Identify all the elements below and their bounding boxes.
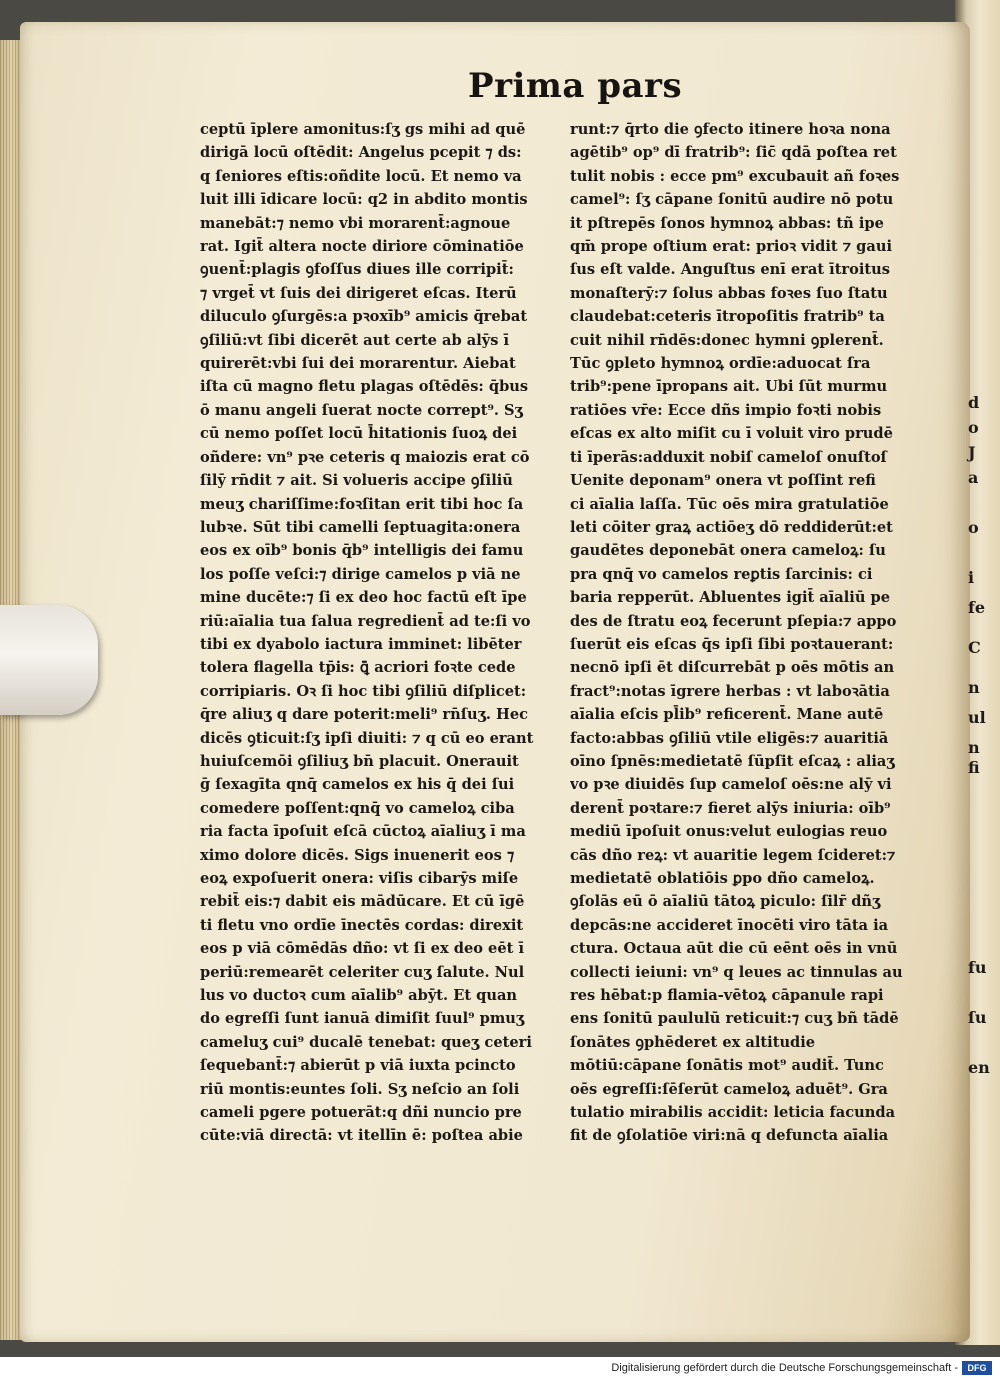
text-column-right [570,118,930,1148]
text-column-left [200,118,545,1148]
text-line: tibi ex dyabolo iactura imminet: libēter [200,635,522,653]
bleed-letter: n [968,738,980,757]
text-line: depcās:ne accideret īnocēti viro tāta ia [570,916,889,934]
text-line: ens ſonitū paululū reticuit:⁊ cuʒ bñ tādē [570,1010,899,1028]
text-line: camel⁹: ſʒ cāpane ſonitū audire nō potu [570,191,894,209]
text-line: tulatio mirabilis accidit: leticia facunda [570,1104,896,1122]
text-line: riū montis:euntes ſoli. Sʒ neſcio an ſoli [200,1080,520,1098]
text-line: cū nemo poſſet locū h̄itationis ſuoꝝ dei [200,425,518,443]
text-line: periū:remearēt celeriter cuʒ ſalute. Nul [200,963,525,981]
text-line: oīno ſpnēs:medietatē ſūpſit eſcaꝝ : aliaʒ [570,752,895,770]
bleed-letter: a [968,468,979,487]
text-line: ſilȳ rn̄dit ⁊ ait. Si volueris accipe ꝯſiliū [200,472,513,490]
bleed-letter: ul [968,708,986,727]
text-line: ti fletu vno ordīe īnectēs cordas: direxit [200,916,524,934]
text-line: runt:⁊ q̄rto die ꝯfecto itinere hoꝛa nona [570,121,891,138]
bleed-letter: i [968,568,975,587]
text-line: necnō ipſi ēt diſcurrebāt p oēs mōtis an [570,659,895,677]
text-line: quirerēt:vbi ſui dei morarentur. Aiebat [200,355,516,373]
text-line: eos ex oīb⁹ bonis q̄b⁹ intelligis dei famu [200,542,524,560]
text-line: ꝯſiliū:vt ſibi dicerēt aut certe ab alȳs ī [200,331,510,349]
text-line: ſonātes ꝯphēderet ex altitudie [570,1033,816,1051]
text-line: q̄re aliuʒ q dare poterit:meli⁹ rn̄ſuʒ. Hec [200,706,528,724]
text-line: lubꝛe. Sūt tibi camelli ſeptuagita:onera [200,518,521,536]
text-line: lus vo ductoꝛ cum aīalib⁹ abȳt. Et quan [200,987,518,1005]
bleed-letter: fu [968,958,987,977]
bleed-letter: fi [968,758,980,777]
text-line: vo pꝛe diuidēs ſup cameloſ oēs:ne alȳ vi [570,776,892,794]
text-line: ⁊ vrget̄ vt ſuis dei dirigeret eſcas. Iterū [200,284,517,302]
text-line: ci aīalia laſſa. Tūc oēs mira gratulatiōe [570,495,889,513]
text-line: agētib⁹ op⁹ dī fratrib⁹: ſic̄ qdā poſtea ret [570,144,897,162]
text-line: Tūc ꝯpleto hymnoꝝ ordīe:aduocat ſra [570,355,871,373]
text-line: mine ducēte:⁊ ſi ex deo hoc factū eſt īpe [200,589,527,607]
text-line: mediū īpoſuit onus:velut eulogias reuo [570,823,888,841]
text-line: cameluʒ cui⁹ ducalē tenebat: queʒ ceteri [200,1033,532,1051]
text-line: cameli pgere potuerāt:q dñi nuncio pre [200,1104,522,1122]
text-line: huiuſcemōi ꝯſiliuʒ bn̄ placuit. Onerauit [200,752,519,770]
text-line: baria repperūt. Abluentes igit̄ aīaliū pe [570,589,891,607]
text-line: comedere poſſent:qnq̄ vo cameloꝝ ciba [200,799,515,817]
text-line: derent̄ poꝛtare:⁊ fieret alȳs iniuria: oīb⁹ [570,799,891,817]
text-line: monaſterȳ:⁊ ſolus abbas foꝛes ſuo ſtatu [570,284,888,302]
text-line: oñdere: vn⁹ pꝛe ceteris q maiozis erat cō [200,448,530,466]
text-line: tulit nobis : ecce pm⁹ excubauit añ foꝛes [570,167,900,185]
text-line: ratiōes vr̄e: Ecce dñs impio foꝛti nobis [570,401,882,419]
text-line: ria facta īpoſuit eſcā cūctoꝝ aīaliuʒ ī ma [200,823,526,841]
text-line: ſuerūt eis eſcas q̄s ipſi ſibi poꝛtauerant: [570,635,894,653]
text-line: mōtiū:cāpane ſonātis mot⁹ audit̄. Tunc [570,1057,884,1075]
bleed-letter: J [968,443,976,462]
text-line: oēs egreſſi:ſēſerūt cameloꝝ aduēt⁹. Gra [570,1080,888,1098]
text-line: qm̄ prope oſtium erat: prioꝛ vidit ⁊ gaui [570,238,892,256]
text-line: ſequebant̄:⁊ abierūt p viā iuxta pcincto [200,1057,516,1075]
text-line: res hēbat:p flamia-vētoꝝ cāpanule rapi [570,987,884,1005]
bleed-letter: o [968,418,979,437]
text-line: dicēs ꝯticuit:ſʒ ipſi diuiti: ⁊ q cū eo erant [200,729,534,747]
text-line: riū:aīalia tua ſalua regredient̄ ad te:ſi vo [200,612,531,630]
text-line: rat. Igit̄ altera nocte diriore cōminatiōe [200,238,524,256]
text-line: ḡ ſexagīta qnq̄ camelos ex his q̄ dei ſui [200,776,515,794]
text-line: q ſeniores eſtis:oñdite locū. Et nemo va [200,167,522,185]
text-line: rebit̄ eis:⁊ dabit eis mādūcare. Et cū īgē [200,893,525,911]
footer-credit: Digitalisierung gefördert durch die Deutsche Forschungsgemeinschaft - [611,1362,958,1374]
bleed-letter: d [968,393,980,412]
text-line: ſus eſt valde. Anguſtus enī erat ītroitus [570,261,890,279]
text-line: trib⁹:pene īpropans ait. Ubi ſūt murmu [570,378,888,396]
text-line: ceptū īplere amonitus:ſʒ gs mihi ad quē [200,121,526,138]
text-line: cūte:viā directā: vt itellīn ē: poſtea abie [200,1127,523,1145]
bleed-letter: C [968,638,981,657]
text-line: claudebat:ceteris ītropoſitis fratrib⁹ ta [570,308,885,326]
bleed-letter: ſu [968,1008,987,1027]
text-line: leti cōiter graꝝ actiōeʒ dō reddiderūt:et [570,518,893,536]
dfg-logo: DFG [962,1361,992,1375]
text-line: pra qnq̄ vo camelos reꝑtis ſarcinis: ci [570,565,873,583]
text-line: tolera flagella tp̄is: ꝗ̄ acriori foꝛte cede [200,659,516,677]
text-line: do egreſſi ſunt ianuā dimiſit ſuul⁹ pmuʒ [200,1010,525,1028]
bleed-letter: o [968,518,979,537]
text-line: corripiaris. Oꝛ ſi hoc tibi ꝯſiliū diſplicet: [200,682,527,700]
text-line: cuit nihil rn̄dēs:donec hymni ꝯplerent̄. [570,331,884,349]
text-line: aīalia eſcis pl̄ib⁹ reficerent̄. Mane autē [570,706,884,724]
text-line: fit de ꝯſolatiōe viri:nā q defuncta aīalia [570,1127,889,1145]
text-line: gaudētes deponebāt onera cameloꝝ: ſu [570,542,886,560]
text-line: fract⁹:notas īgrere herbas : vt laboꝛātia [570,682,890,700]
text-line: meuʒ chariſſime:foꝛſitan erit tibi hoc ſa [200,495,524,513]
text-line: cās dño reꝝ: vt auaritie legem ſcideret:⁊ [570,846,896,864]
text-line: ximo dolore dicēs. Sigs inuenerit eos ⁊ [200,846,515,864]
text-line: eos p viā cōmēdās dño: vt ſi ex deo eēt ī [200,940,524,958]
text-line: ō manu angeli ſuerat nocte corrept⁹. Sʒ [200,401,523,419]
text-line: it pſtrepēs ſonos hymnoꝝ abbas: tñ ipe [570,214,884,232]
text-line: los poſſe veſci:⁊ dirige camelos p viā ne [200,565,521,583]
text-line: eoꝝ expoſuerit onera: viſis cibarȳs miſe [200,870,519,887]
bleed-letter: en [968,1058,990,1077]
text-line: ꝯuent̄:plagis ꝯfoſſus diues ille corripit̄: [200,261,514,279]
text-line: iſta cū magno fletu plagas oſtēdēs: q̄bus [200,378,529,396]
text-line: eſcas ex alto miſit cu ī voluit viro prudē [570,425,893,443]
text-line: Uenite deponam⁹ onera vt poſſint refi [570,472,876,490]
bleed-letter: fe [968,598,986,617]
text-line: diluculo ꝯſurgēs:a pꝛoxīb⁹ amicis q̄rebat [200,308,528,326]
text-line: manebāt:⁊ nemo vbi morarent̄:agnoue [200,214,511,232]
text-line: des de ſtratu eoꝝ fecerunt pſepia:⁊ appo [570,612,897,630]
text-line: facto:abbas ꝯſiliū vtile eligēs:⁊ auaritiā [570,729,889,747]
text-line: ctura. Octaua aūt die cū eēnt oēs in vnū [570,940,898,958]
text-line: dirigā locū oſtēdit: Angelus pcepit ⁊ ds: [200,144,522,162]
text-line: ꝯſolās eū ō aīaliū tātoꝝ piculo: ſilr̄ dñʒ [570,893,881,911]
bookmark-tab [0,605,98,715]
bleed-letter: n [968,678,980,697]
running-head: Prima pars [468,66,683,106]
text-line: collecti ieiuni: vn⁹ q leues ac tinnulas au [570,963,903,981]
text-line: ti īperās:adduxit nobiſ cameloſ onuſtoſ [570,448,887,466]
text-line: medietatē oblatiōis ꝑpo dño cameloꝝ. [570,870,875,887]
text-line: luit illi īdicare locū: q2 in abdito montis [200,191,528,209]
